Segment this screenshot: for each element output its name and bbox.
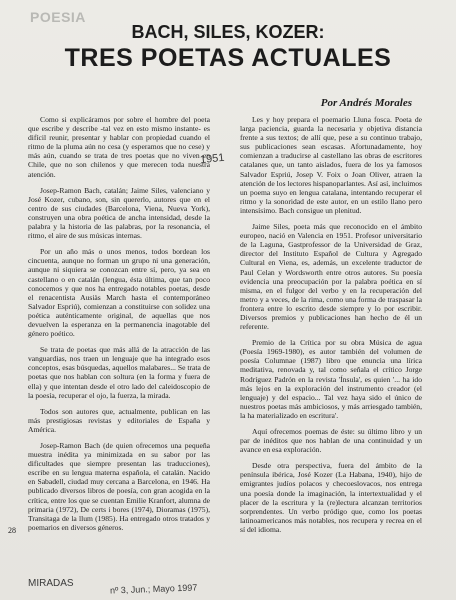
paragraph: Premio de la Crítica por su obra Música de agua (Poesía 1969-1980), es autor también del volumen de poesía Columnae (1987) libro que enuncia una lírica meditativa, renovada y, tal como señala el crítico Jorge Rodríguez Padrón en la revista 'Ínsula', es quien '... ha ido más lejos en la exploración del instrumento creador (el lenguaje) y del espacio... Tal vez haya sido el único de nuestros poetas más ambiciosos, y más arriesgado también, la ha materializado en escritura'. xyxy=(240,338,422,420)
section-label: POESIA xyxy=(30,9,86,25)
handwritten-date-note: nº 3, Jun.; Mayo 1997 xyxy=(109,582,198,596)
article-title: TRES POETAS ACTUALES xyxy=(64,44,392,72)
handwritten-year-note: 1951 xyxy=(199,151,226,167)
page-number: 28 xyxy=(8,526,16,535)
paragraph: Aquí ofrecemos poemas de éste: su último libro y un par de inéditos que nos hablan de una continuidad y un avance en esa exploración. xyxy=(240,427,422,455)
paragraph: Por un año más o unos menos, todos bordean los cincuenta, aunque no forman un grupo ni una generación, aunque ni siquiera se conozcan entre sí, pero, ya sea en castellano o en catalán (lengua, ésta última, que tan poco conocemos y que nos ha entregado notables poetas, desde el renacentista Ausiàs March hasta el contemporáneo Salvador Espriú), comienzan a constituirse con solidez una poética auténticamente original, de aquellas que nos devuelven la esperanza en la permanencia inagotable del género poético. xyxy=(28,247,210,339)
paragraph: Se trata de poetas que más allá de la atracción de las vanguardias, nos traen un lenguaje que ha integrado esos conceptos, esas búsquedas, aquellos malabares... Se trata de poetas que nos hablan con soltura (en la forma y fuera de ella) y que intentan desde el otro lado del caleidoscopio de la poesía, recuperar el ojo, la fuerza, la mirada. xyxy=(28,345,210,400)
left-column xyxy=(28,115,210,539)
paragraph: Como si explicáramos por sobre el hombre del poeta que escribe y describe -tal vez en esto mismo instante- es difícil reunir, presentar y hablar con propiedad cuando el ritmo de la pluma aún no cesa (y esperamos que no cese) y más aún, cuando se trata de tres poetas que no viven en Chile, que no son chilenos y que merecen toda nuestra atención. xyxy=(28,115,210,179)
article-kicker: BACH, SILES, KOZER: xyxy=(131,22,325,42)
paragraph: Todos son autores que, actualmente, publican en las más prestigiosas revistas y editoriales de España y América. xyxy=(28,406,210,434)
paragraph: Josep-Ramon Bach, catalán; Jaime Siles, valenciano y José Kozer, cubano, son, sin quererlo, autores que en el centro de sus ciudades (Barcelona, Viena, Nueva York), construyen una obra poética de ancha intensidad, desde la palabra y la historia de las palabras, por la resonancia, el ritmo, el aire de sus músicas internas. xyxy=(28,185,210,241)
article-byline: Por Andrés Morales xyxy=(320,97,412,109)
right-column xyxy=(240,115,422,541)
handwritten-source-note: MIRADAS xyxy=(28,578,74,589)
paragraph: Les y hoy prepara el poemario Lluna fosca. Poeta de larga paciencia, guarda la necesaria y objetiva distancia frente a sus textos; de allí que, pese a su continuo trabajo, sus publicaciones sean escasas. Afortunadamente, hoy comienzan a traducirse al castellano las obras de escritores catalanes que, un tanto aislados, fuera de los ya famosos Salvador Espriú, Josep V. Foix o Joan Oliver, atraen la atención de los lectores hispanoparlantes. Así así, incluimos un poema suyo en lengua catalana, intentando recuperar el ritmo y la sonoridad de este autor, en un estilo llano pero intensísimo. Bach consigue un plenitud. xyxy=(240,115,422,215)
paragraph: Jaime Siles, poeta más que reconocido en el ámbito europeo, nació en Valencia en 1951. Profesor universitario de la Laguna, Gastprofessor de la Universidad de Graz, director del Instituto Español de Cultura y Agregado Cultural en Viena, es, además, un excelente traductor de Paul Celan y Wordsworth entre otros autores. Su poesía evidencia una preocupación por la palabra poética en sí misma, en el fulgor del verbo y en la recuperación del metro y a veces, de la rima, como una forma de traspasar la frontera entre lo escrito desde siempre y lo por escribir. Diversos premios y publicaciones han hecho de él un referente. xyxy=(240,222,422,332)
paragraph: Josep-Ramon Bach (de quien ofrecemos una pequeña muestra inédita ya minimizada en su sabor por las dificultades que siempre presentan las traducciones), escribe en su lengua materna española, el catalán. Nacido en Sabadell, ciudad muy cercana a Barcelona, en 1946. Ha publicado diversos libros de poesía, con gran acogida en la crítica, entre los que se cuentan Emilie Kranfort, alumna de primaria (1972), De certs i bores (1974), Dioramas (1975), Transitaga de la llum (1985). Ha entregado otros tratados y poemarios en diversos géneros. xyxy=(28,441,210,532)
paragraph: Desde otra perspectiva, fuera del ámbito de la península ibérica, José Kozer (La Habana, 1940), hijo de emigrantes judíos polacos y checoeslovacos, nos entrega una poesía donde la imaginación, la intertextualidad y el placer de la escritura y la (re)lectura alcanzan territorios sorprendentes. Un verbo pródigo que, como los poetas latinoamericanos más notables, nos recupera y recrea en el sí del idioma. xyxy=(240,461,422,534)
